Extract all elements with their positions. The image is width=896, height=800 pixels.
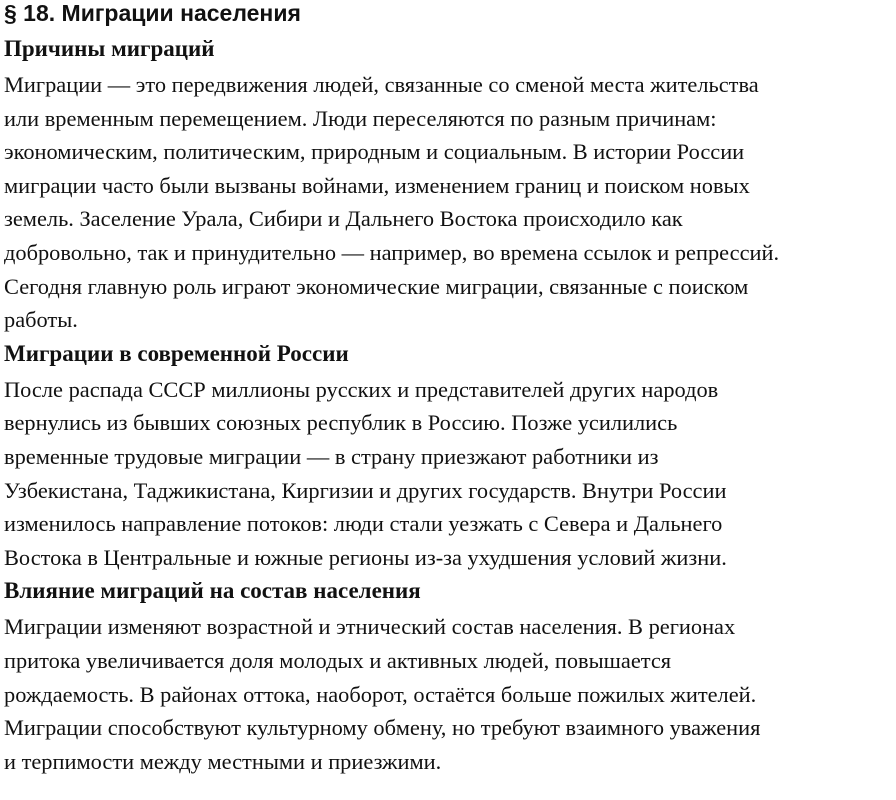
text-line: миграции часто были вызваны войнами, изменением границ и поиском новых	[4, 172, 750, 198]
text-line: и терпимости между местными и приезжими.	[4, 748, 442, 774]
section-modern-russia	[4, 339, 894, 575]
section-paragraph	[4, 373, 894, 575]
page-content	[4, 0, 894, 778]
text-line: вернулись из бывших союзных республик в Россию. Позже усилились	[4, 410, 678, 436]
textbook-page	[4, 0, 894, 778]
text-line: изменилось направление потоков: люди стали уезжать с Севера и Дальнего	[4, 511, 723, 537]
text-line: работы.	[4, 307, 78, 333]
text-line: Миграции способствуют культурному обмену, но требуют взаимного уважения	[4, 715, 761, 741]
text-line: После распада СССР миллионы русских и представителей других народов	[4, 376, 719, 402]
text-line: добровольно, так и принудительно — например, во времена ссылок и репрессий.	[4, 239, 780, 265]
text-line: Востока в Центральные и южные регионы из-за ухудшения условий жизни.	[4, 544, 727, 570]
section-heading: Причины миграций	[4, 36, 215, 61]
page-title: § 18. Миграции населения	[4, 0, 301, 26]
text-line: рождаемость. В районах оттока, наоборот, остаётся больше пожилых жителей.	[4, 681, 757, 707]
text-line: притока увеличивается доля молодых и активных людей, повышается	[4, 647, 672, 673]
text-line: или временным перемещением. Люди переселяются по разным причинам:	[4, 105, 717, 131]
text-line: земель. Заселение Урала, Сибири и Дальнего Востока происходило как	[4, 206, 683, 232]
section-influence	[4, 576, 894, 778]
text-line: Узбекистана, Таджикистана, Киргизии и других государств. Внутри России	[4, 477, 727, 503]
text-line: Миграции изменяют возрастной и этнический состав населения. В регионах	[4, 614, 736, 640]
text-line: временные трудовые миграции — в страну приезжают работники из	[4, 443, 659, 469]
section-heading: Миграции в современной России	[4, 340, 349, 366]
text-line: Сегодня главную роль играют экономические миграции, связанные с поиском	[4, 273, 749, 299]
text-line: экономическим, политическим, природным и социальным. В истории России	[4, 139, 745, 165]
section-paragraph	[4, 68, 894, 337]
section-causes	[4, 34, 894, 337]
section-paragraph	[4, 610, 894, 778]
section-heading: Влияние миграций на состав населения	[4, 578, 421, 604]
text-line: Миграции — это передвижения людей, связанные со сменой места жительства	[4, 72, 759, 97]
